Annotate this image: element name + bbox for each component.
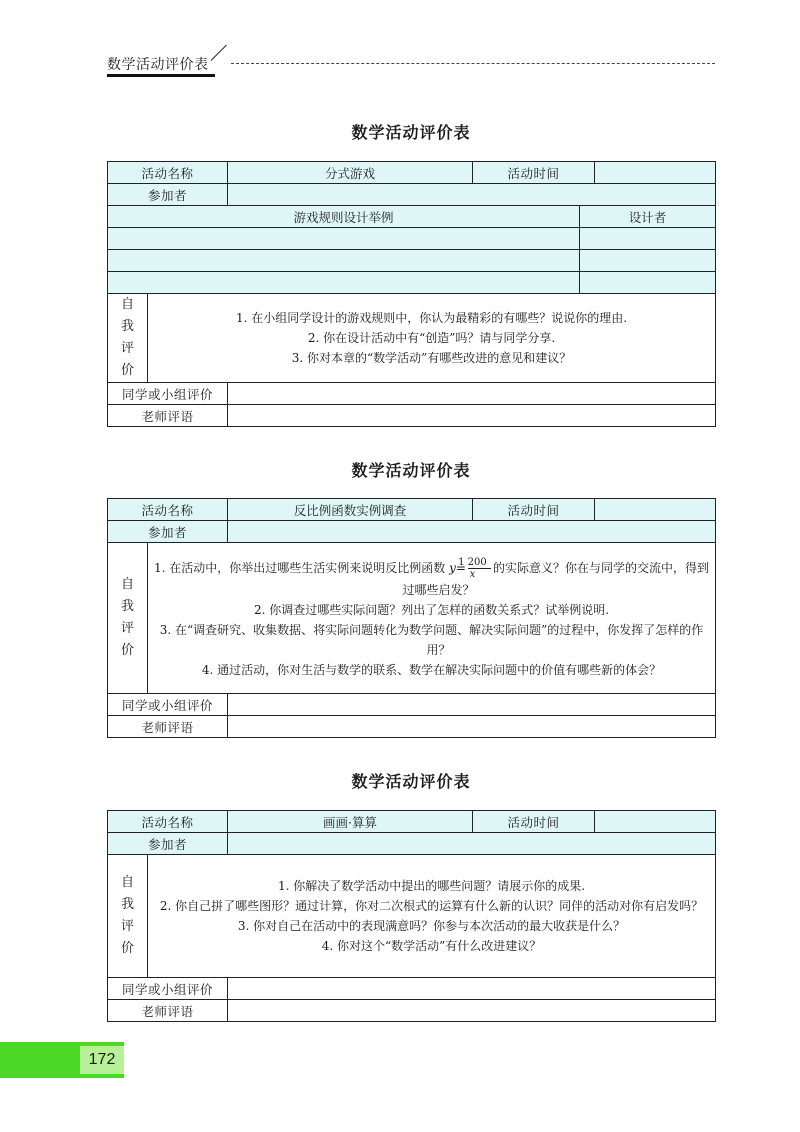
activity-time-label: 活动时间	[473, 811, 595, 833]
header-underline	[107, 74, 215, 77]
activity-name-value: 画画·算算	[228, 811, 473, 833]
sheet3-table	[107, 810, 716, 1022]
running-header-title: 数学活动评价表	[107, 57, 209, 73]
self-eval-questions	[148, 855, 716, 978]
question: 3. 你对自己在活动中的表现满意吗？你参与本次活动的最大收获是什么？	[237, 919, 626, 933]
sheet1-title: 数学活动评价表	[351, 123, 471, 142]
activity-name-value: 分式游戏	[228, 162, 473, 184]
sheet1-table	[107, 161, 716, 427]
self-eval-char: 我	[120, 599, 134, 614]
participants-value[interactable]	[228, 833, 716, 855]
question: 2. 你自己拼了哪些图形？通过计算，你对二次根式的运算有什么新的认识？同伴的活动对你有启发吗？	[159, 899, 704, 913]
designer-row[interactable]	[580, 228, 716, 250]
self-eval-char: 我	[120, 319, 134, 334]
activity-name-label: 活动名称	[108, 499, 228, 521]
activity-time-value[interactable]	[595, 162, 716, 184]
formula-fraction	[458, 556, 491, 580]
question-with-formula	[148, 557, 715, 600]
activity-time-label: 活动时间	[473, 499, 595, 521]
question: 3. 在“调查研究、收集数据、将实际问题转化为数学问题、解决实际问题”的过程中，你发挥了怎样的作用？	[159, 622, 704, 657]
activity-name-label: 活动名称	[108, 811, 228, 833]
designer-header: 设计者	[580, 206, 716, 228]
peer-eval-label: 同学或小组评价	[108, 383, 228, 405]
sheet2-title: 数学活动评价表	[351, 461, 471, 480]
question: 1. 在小组同学设计的游戏规则中，你认为最精彩的有哪些？说说你的理由.	[235, 311, 628, 325]
teacher-comment-label: 老师评语	[108, 405, 228, 427]
peer-eval-label: 同学或小组评价	[108, 978, 228, 1000]
participants-label: 参加者	[108, 184, 228, 206]
self-eval-char: 自	[120, 297, 134, 312]
fraction-numerator: 1 200	[468, 557, 491, 569]
self-eval-char: 自	[120, 875, 134, 890]
activity-time-label: 活动时间	[473, 162, 595, 184]
self-eval-char: 评	[120, 341, 134, 356]
running-header	[107, 52, 715, 78]
teacher-comment-label: 老师评语	[108, 1000, 228, 1022]
q1-text-before: 1. 在活动中，你举出过哪些生活实例来说明反比例函数	[153, 560, 446, 575]
question: 2. 你在设计活动中有“创造”吗？请与同学分享.	[307, 331, 556, 345]
self-eval-char: 评	[120, 919, 134, 934]
fraction-denominator: x	[469, 568, 476, 580]
teacher-comment-value[interactable]	[228, 716, 716, 738]
self-eval-questions	[148, 294, 716, 383]
participants-label: 参加者	[108, 833, 228, 855]
peer-eval-value[interactable]	[228, 383, 716, 405]
self-eval-questions	[148, 543, 716, 694]
self-eval-label	[108, 294, 148, 383]
activity-name-value: 反比例函数实例调查	[228, 499, 473, 521]
rules-row[interactable]	[108, 272, 580, 294]
self-eval-char: 自	[120, 577, 134, 592]
question: 4. 通过活动，你对生活与数学的联系、数学在解决实际问题中的价值有哪些新的体会？	[201, 662, 662, 677]
self-eval-label	[108, 855, 148, 978]
peer-eval-value[interactable]	[228, 978, 716, 1000]
q1-text-after: 的实际意义？你在与同学的交流中，得到过哪些启发？	[402, 560, 710, 597]
rules-header: 游戏规则设计举例	[108, 206, 580, 228]
sheet2-table	[107, 498, 716, 738]
rules-row[interactable]	[108, 228, 580, 250]
self-eval-char: 评	[120, 621, 134, 636]
teacher-comment-value[interactable]	[228, 405, 716, 427]
designer-row[interactable]	[580, 272, 716, 294]
question: 2. 你调查过哪些实际问题？列出了怎样的函数关系式？试举例说明.	[253, 602, 610, 617]
self-eval-label	[108, 543, 148, 694]
designer-row[interactable]	[580, 250, 716, 272]
participants-value[interactable]	[228, 184, 716, 206]
self-eval-char: 价	[120, 363, 134, 378]
teacher-comment-label: 老师评语	[108, 716, 228, 738]
rules-row[interactable]	[108, 250, 580, 272]
activity-time-value[interactable]	[595, 811, 716, 833]
header-slash	[211, 45, 227, 61]
sheet3-title: 数学活动评价表	[351, 772, 471, 791]
question: 1. 你解决了数学活动中提出的哪些问题？请展示你的成果.	[277, 879, 586, 893]
peer-eval-value[interactable]	[228, 694, 716, 716]
self-eval-char: 价	[120, 941, 134, 956]
formula-y: y=	[449, 560, 466, 575]
self-eval-char: 我	[120, 897, 134, 912]
peer-eval-label: 同学或小组评价	[108, 694, 228, 716]
page-number: 172	[80, 1046, 124, 1074]
question: 4. 你对这个“数学活动”有什么改进建议？	[321, 939, 542, 953]
activity-name-label: 活动名称	[108, 162, 228, 184]
header-dashed-rule	[231, 63, 715, 64]
activity-time-value[interactable]	[595, 499, 716, 521]
participants-value[interactable]	[228, 521, 716, 543]
teacher-comment-value[interactable]	[228, 1000, 716, 1022]
participants-label: 参加者	[108, 521, 228, 543]
question: 3. 你对本章的“数学活动”有哪些改进的意见和建议？	[291, 351, 572, 365]
self-eval-char: 价	[120, 643, 134, 658]
